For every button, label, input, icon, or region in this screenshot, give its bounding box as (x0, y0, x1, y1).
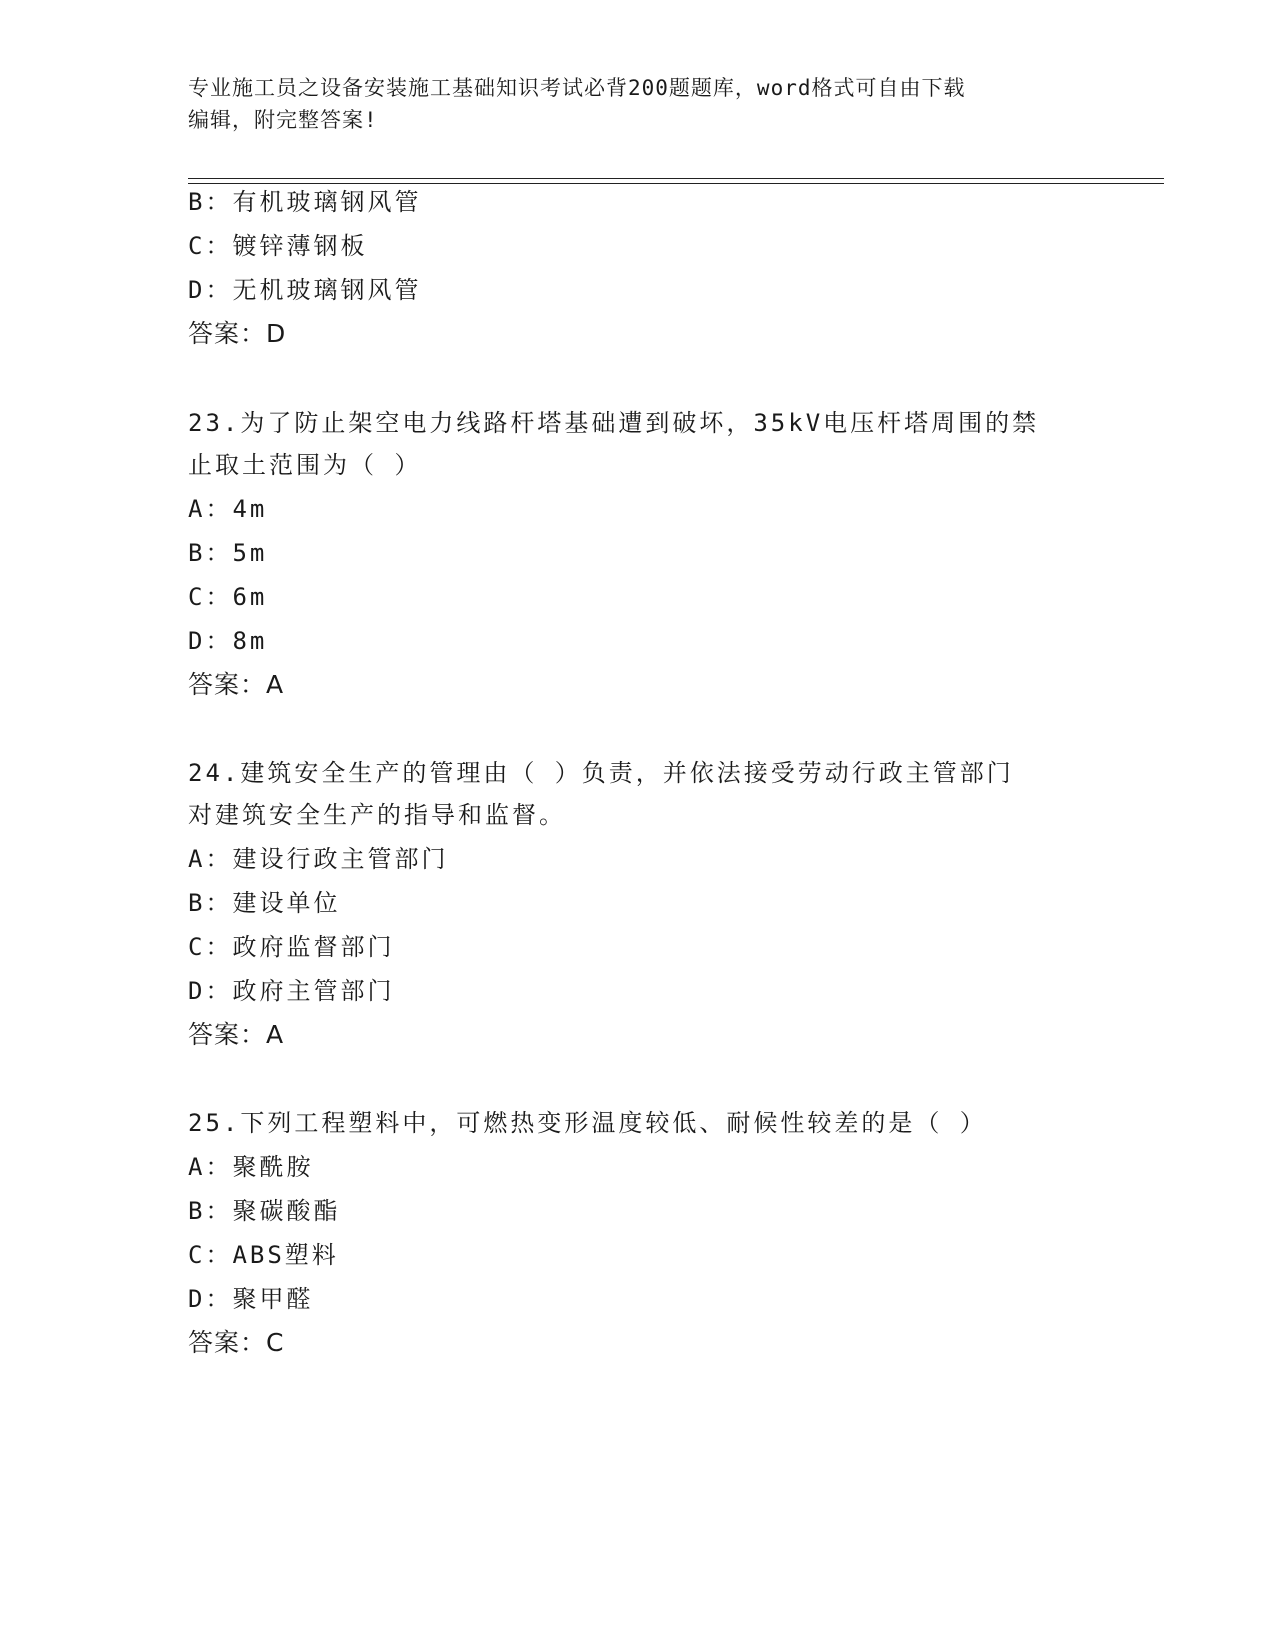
q24-option-d: D：政府主管部门 (188, 977, 395, 1005)
header-divider-top (188, 178, 1164, 179)
prev-option-d: D：无机玻璃钢风管 (188, 276, 422, 304)
q23-option-d: D：8m (188, 627, 268, 655)
q25-answer: 答案：C (188, 1328, 285, 1357)
header-line-2: 编辑，附完整答案! (188, 108, 378, 132)
q23-option-a: A：4m (188, 495, 268, 523)
q24-stem-line-2: 对建筑安全生产的指导和监督。 (188, 801, 566, 829)
q23-option-c: C：6m (188, 583, 268, 611)
prev-option-b: B：有机玻璃钢风管 (188, 188, 422, 216)
q23-stem-line-1: 23.为了防止架空电力线路杆塔基础遭到破坏，35kV电压杆塔周围的禁 (188, 409, 1040, 437)
header-line-1: 专业施工员之设备安装施工基础知识考试必背200题题库，word格式可自由下载 (188, 76, 966, 100)
q25-option-c: C：ABS塑料 (188, 1241, 339, 1269)
q25-option-b: B：聚碳酸酯 (188, 1197, 341, 1225)
header-divider-bottom (188, 183, 1164, 184)
q25-option-d: D：聚甲醛 (188, 1285, 314, 1313)
q23-option-b: B：5m (188, 539, 268, 567)
prev-option-c: C：镀锌薄钢板 (188, 232, 368, 260)
q24-option-a: A：建设行政主管部门 (188, 845, 449, 873)
q25-option-a: A：聚酰胺 (188, 1153, 314, 1181)
q23-answer: 答案：A (188, 670, 285, 699)
q23-stem-line-2: 止取土范围为（ ） (188, 451, 422, 479)
document-header (188, 72, 1088, 136)
q24-stem-line-1: 24.建筑安全生产的管理由（ ）负责，并依法接受劳动行政主管部门 (188, 759, 1014, 787)
q24-answer: 答案：A (188, 1020, 285, 1049)
q24-option-b: B：建设单位 (188, 889, 341, 917)
q25-stem-line-1: 25.下列工程塑料中，可燃热变形温度较低、耐候性较差的是（ ） (188, 1109, 987, 1137)
q24-option-c: C：政府监督部门 (188, 933, 395, 961)
prev-answer: 答案：D (188, 319, 287, 348)
